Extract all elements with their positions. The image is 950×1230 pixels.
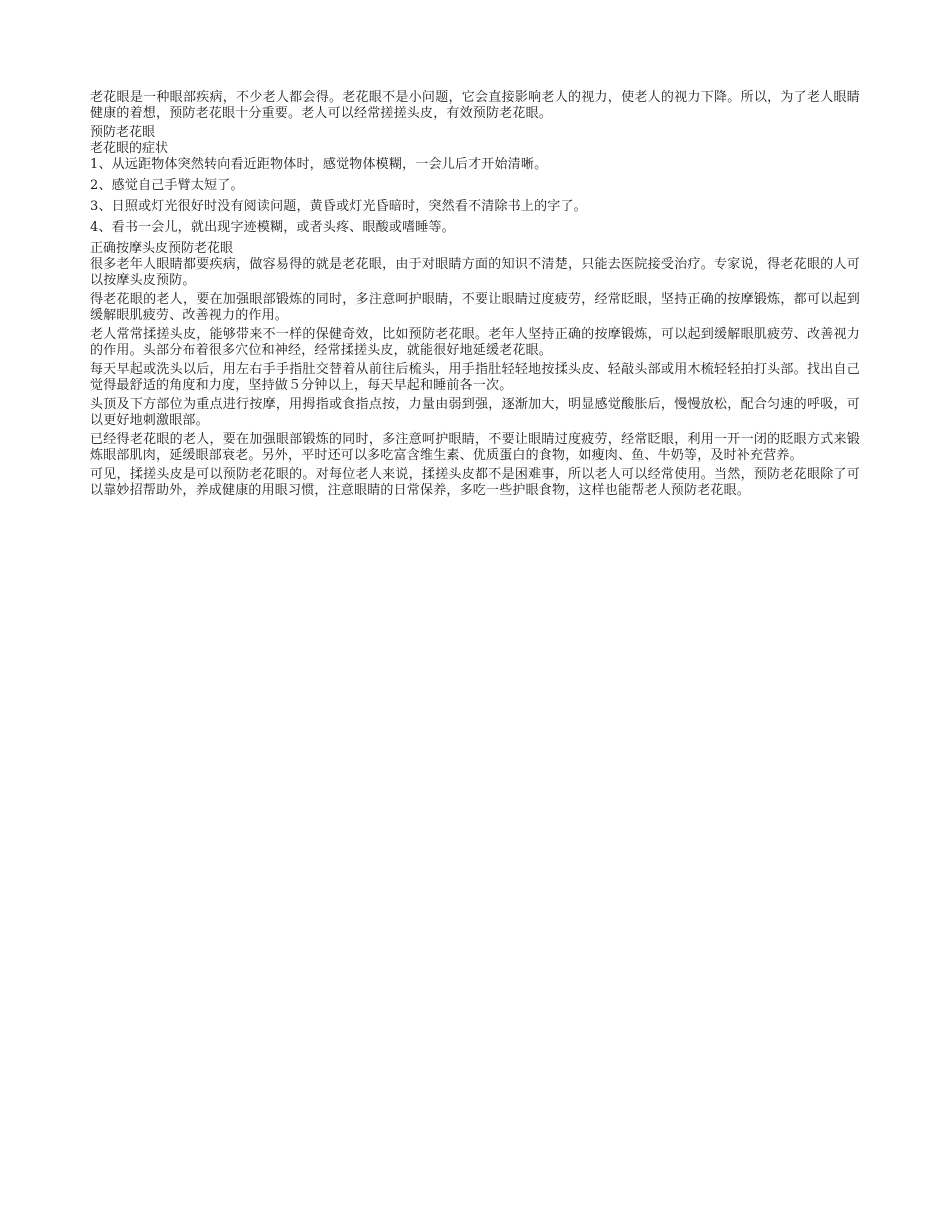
- body-paragraph: 每天早起或洗头以后，用左右手手指肚交替着从前往后梳头，用手指肚轻轻地按揉头皮、轻敲头部或用木梳轻轻拍打头部。找出自己觉得最舒适的角度和力度，坚持做５分钟以上，每天早起和睡前各一次。: [90, 362, 860, 393]
- body-paragraph: 可见，揉搓头皮是可以预防老花眼的。对每位老人来说，揉搓头皮都不是困难事，所以老人可以经常使用。当然，预防老花眼除了可以靠妙招帮助外，养成健康的用眼习惯，注意眼睛的日常保养，多吃一些护眼食物，这样也能帮老人预防老花眼。: [90, 467, 860, 498]
- body-paragraph: 已经得老花眼的老人，要在加强眼部锻炼的同时，多注意呵护眼睛，不要让眼睛过度疲劳，经常眨眼，利用一开一闭的眨眼方式来锻炼眼部肌肉，延缓眼部衰老。另外，平时还可以多吃富含维生素、优质蛋白的食物，如瘦肉、鱼、牛奶等，及时补充营养。: [90, 432, 860, 463]
- body-paragraph: 得老花眼的老人，要在加强眼部锻炼的同时，多注意呵护眼睛，不要让眼睛过度疲劳，经常眨眼，坚持正确的按摩锻炼，都可以起到缓解眼肌疲劳、改善视力的作用。: [90, 292, 860, 323]
- body-paragraph: 老人常常揉搓头皮，能够带来不一样的保健奇效，比如预防老花眼。老年人坚持正确的按摩锻炼，可以起到缓解眼肌疲劳、改善视力的作用。头部分布着很多穴位和神经，经常揉搓头皮，就能很好地延缓老花眼。: [90, 327, 860, 358]
- heading-massage: 正确按摩头皮预防老花眼: [90, 241, 234, 256]
- body-paragraph: 很多老年人眼睛都要疾病，做容易得的就是老花眼，由于对眼睛方面的知识不清楚，只能去医院接受治疗。专家说，得老花眼的人可以按摩头皮预防。: [90, 257, 860, 288]
- body-paragraph: 头顶及下方部位为重点进行按摩，用拇指或食指点按，力量由弱到强，逐渐加大，明显感觉酸胀后，慢慢放松，配合匀速的呼吸，可以更好地刺激眼部。: [90, 397, 860, 428]
- symptom-item: 4、看书一会儿，就出现字迹模糊，或者头疼、眼酸或嗜睡等。: [90, 220, 455, 235]
- intro-paragraph: 老花眼是一种眼部疾病，不少老人都会得。老花眼不是小问题，它会直接影响老人的视力，使老人的视力下降。所以，为了老人眼睛健康的着想，预防老花眼十分重要。老人可以经常搓搓头皮，有效预防老花眼。: [90, 90, 860, 121]
- heading-prevent: 预防老花眼: [90, 125, 156, 140]
- symptom-item: 3、日照或灯光很好时没有阅读问题，黄昏或灯光昏暗时，突然看不清除书上的字了。: [90, 199, 587, 214]
- heading-symptoms: 老花眼的症状: [90, 141, 169, 156]
- symptom-item: 1、从远距物体突然转向看近距物体时，感觉物体模糊，一会儿后才开始清晰。: [90, 157, 548, 172]
- symptom-item: 2、感觉自己手臂太短了。: [90, 178, 244, 193]
- document-body: [90, 90, 860, 502]
